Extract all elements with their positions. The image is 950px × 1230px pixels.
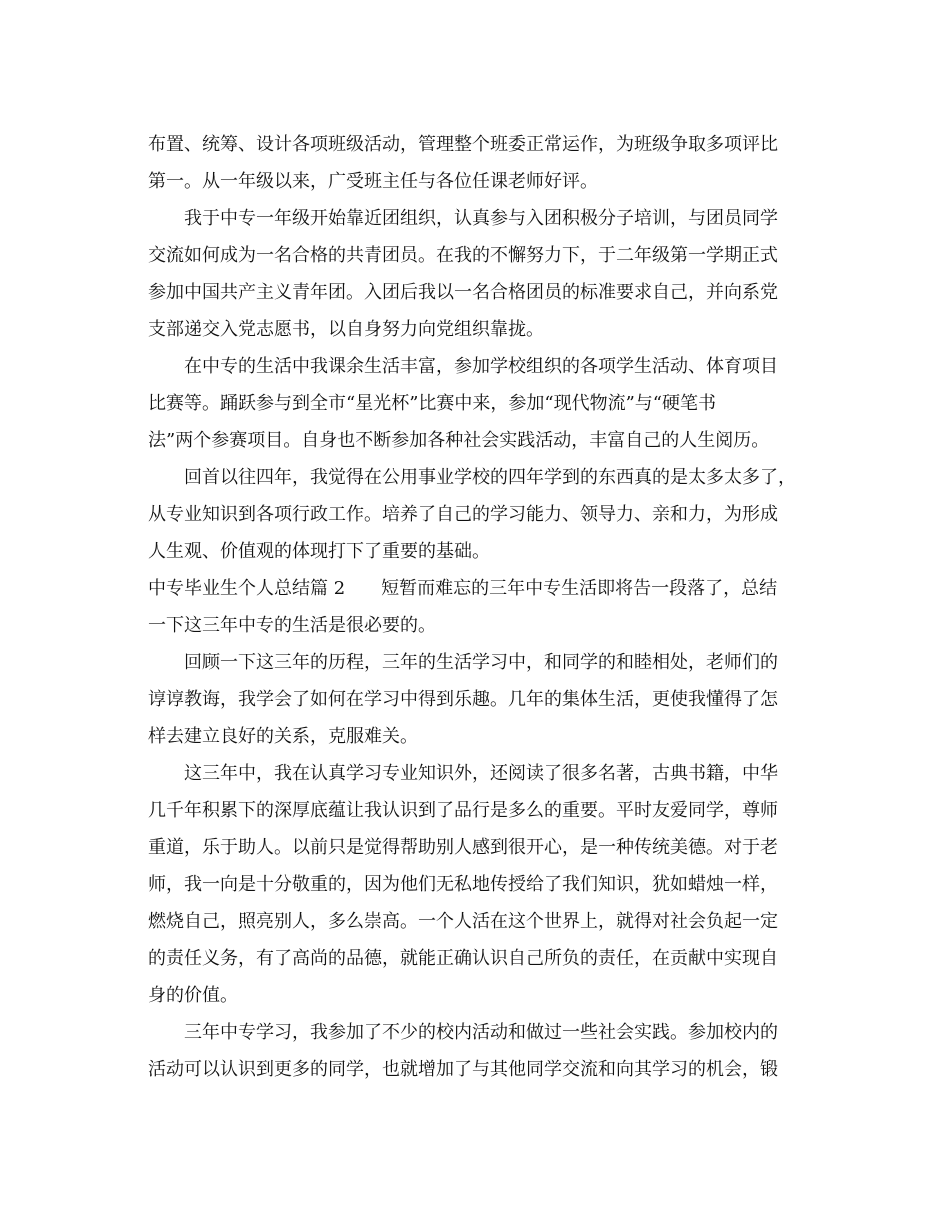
text-line: 几千年积累下的深厚底蕴让我认识到了品行是多么的重要。平时友爱同学，尊师 <box>148 800 778 821</box>
paragraph-start-line: 这三年中，我在认真学习专业知识外，还阅读了很多名著，古典书籍，中华 <box>184 763 778 784</box>
text-line: 参加中国共产主义青年团。入团后我以一名合格团员的标准要求自己，并向系党 <box>148 282 778 303</box>
text-line: 从专业知识到各项行政工作。培养了自己的学习能力、领导力、亲和力，为形成 <box>148 504 778 525</box>
paragraph-start-line: 在中专的生活中我课余生活丰富，参加学校组织的各项学生活动、体育项目 <box>184 356 778 377</box>
paragraph-start-line: 回首以往四年，我觉得在公用事业学校的四年学到的东西真的是太多太多了， <box>184 467 796 488</box>
text-line: 交流如何成为一名合格的共青团员。在我的不懈努力下，于二年级第一学期正式 <box>148 245 778 266</box>
text-line: 燃烧自己，照亮别人，多么崇高。一个人活在这个世界上，就得对社会负起一定 <box>148 911 778 932</box>
text-line: 活动可以认识到更多的同学，也就增加了与其他同学交流和向其学习的机会，锻 <box>148 1059 778 1080</box>
text-line: 样去建立良好的关系，克服难关。 <box>148 726 418 747</box>
text-line: 重道，乐于助人。以前只是觉得帮助别人感到很开心，是一种传统美德。对于老 <box>148 837 778 858</box>
paragraph-start-line: 三年中专学习，我参加了不少的校内活动和做过一些社会实践。参加校内的 <box>184 1022 778 1043</box>
text-line: 支部递交入党志愿书，以自身努力向党组织靠拢。 <box>148 319 544 340</box>
text-line: 布置、统筹、设计各项班级活动，管理整个班委正常运作，为班级争取多项评比 <box>148 134 778 155</box>
text-line: 第一。从一年级以来，广受班主任与各位任课老师好评。 <box>148 171 598 192</box>
text-line: 人生观、价值观的体现打下了重要的基础。 <box>148 541 490 562</box>
text-line: 的责任义务，有了高尚的品德，就能正确认识自己所负的责任，在贡献中实现自 <box>148 948 778 969</box>
text-line: 身的价值。 <box>148 985 238 1006</box>
section-heading-line: 中专毕业生个人总结篇 2 短暂而难忘的三年中专生活即将告一段落了，总结 <box>148 578 778 599</box>
text-line: 谆谆教诲，我学会了如何在学习中得到乐趣。几年的集体生活，更使我懂得了怎 <box>148 689 778 710</box>
text-line: 师，我一向是十分敬重的，因为他们无私地传授给了我们知识，犹如蜡烛一样， <box>148 874 778 895</box>
text-line: 法”两个参赛项目。自身也不断参加各种社会实践活动，丰富自己的人生阅历。 <box>148 430 770 451</box>
text-line: 比赛等。踊跃参与到全市“星光杯”比赛中来，参加“现代物流”与“硬笔书 <box>148 393 717 414</box>
paragraph-start-line: 我于中专一年级开始靠近团组织，认真参与入团积极分子培训，与团员同学 <box>184 208 778 229</box>
text-line: 一下这三年中专的生活是很必要的。 <box>148 615 436 636</box>
paragraph-start-line: 回顾一下这三年的历程，三年的生活学习中，和同学的和睦相处，老师们的 <box>184 652 778 673</box>
